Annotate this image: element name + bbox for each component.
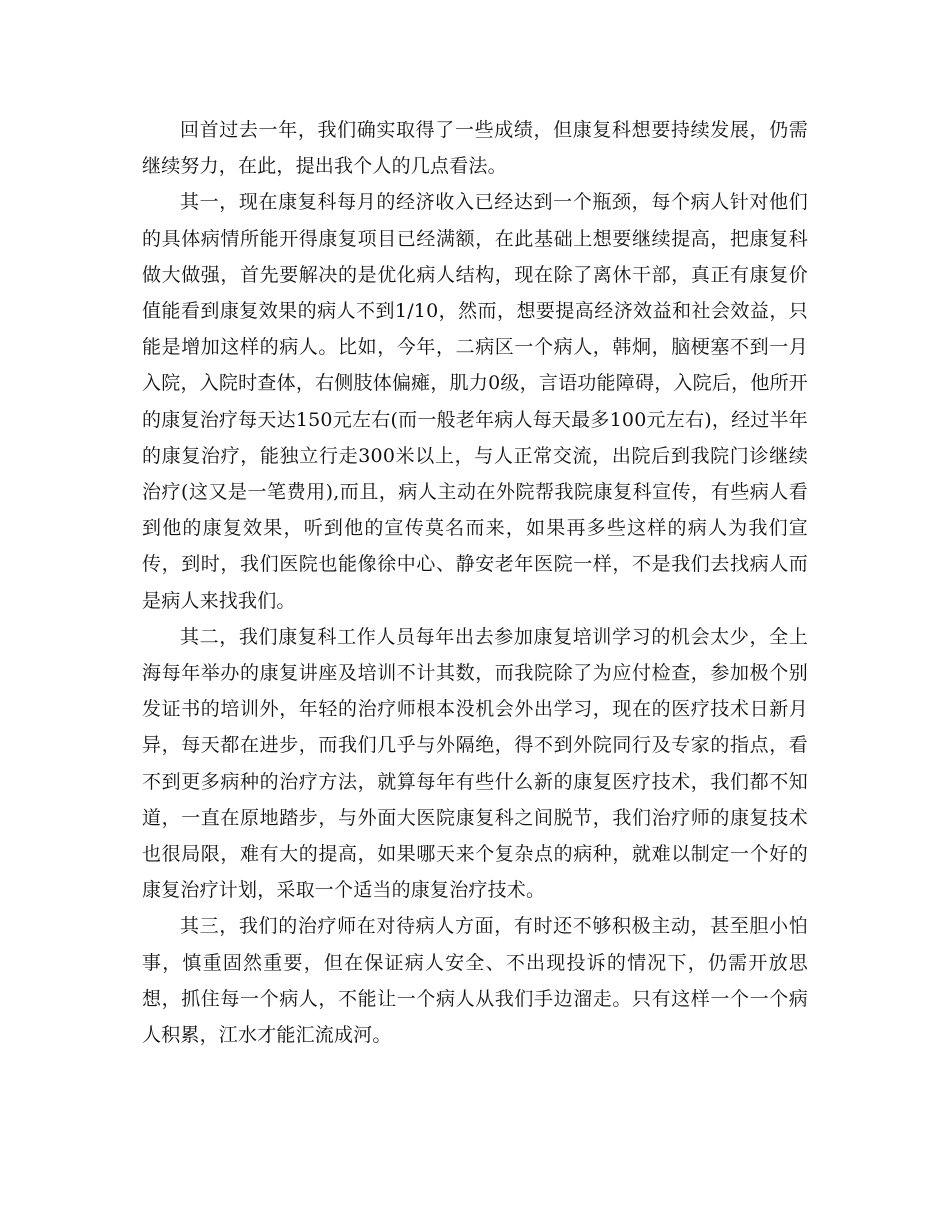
document-body [142, 112, 808, 1053]
paragraph-point-one: 其一，现在康复科每月的经济收入已经达到一个瓶颈，每个病人针对他们的具体病情所能开得康复项目已经满额，在此基础上想要继续提高，把康复科做大做强，首先要解决的是优化病人结构，现在除了离休干部，真正有康复价值能看到康复效果的病人不到1/10，然而，想要提高经济效益和社会效益，只能是增加这样的病人。比如，今年，二病区一个病人，韩炯，脑梗塞不到一月入院，入院时查体，右侧肢体偏瘫，肌力0级，言语功能障碍，入院后，他所开的康复治疗每天达150元左右(而一般老年病人每天最多100元左右)，经过半年的康复治疗，能独立行走300米以上，与人正常交流，出院后到我院门诊继续治疗(这又是一笔费用),而且，病人主动在外院帮我院康复科宣传，有些病人看到他的康复效果，听到他的宣传莫名而来，如果再多些这样的病人为我们宣传，到时，我们医院也能像徐中心、静安老年医院一样，不是我们去找病人而是病人来找我们。 [142, 191, 808, 612]
paragraph-intro: 回首过去一年，我们确实取得了一些成绩，但康复科想要持续发展，仍需继续努力，在此，提出我个人的几点看法。 [142, 119, 808, 178]
paragraph-point-three: 其三，我们的治疗师在对待病人方面，有时还不够积极主动，甚至胆小怕事，慎重固然重要，但在保证病人安全、不出现投诉的情况下，仍需开放思想，抓住每一个病人，不能让一个病人从我们手边溜走。只有这样一个一个病人积累，江水才能汇流成河。 [142, 915, 808, 1047]
paragraph-point-two: 其二，我们康复科工作人员每年出去参加康复培训学习的机会太少，全上海每年举办的康复讲座及培训不计其数，而我院除了为应付检查，参加极个别发证书的培训外，年轻的治疗师根本没机会外出学习，现在的医疗技术日新月异，每天都在进步，而我们几乎与外隔绝，得不到外院同行及专家的指点，看不到更多病种的治疗方法，就算每年有些什么新的康复医疗技术，我们都不知道，一直在原地踏步，与外面大医院康复科之间脱节，我们治疗师的康复技术也很局限，难有大的提高，如果哪天来个复杂点的病种，就难以制定一个好的康复治疗计划，采取一个适当的康复治疗技术。 [142, 625, 808, 902]
